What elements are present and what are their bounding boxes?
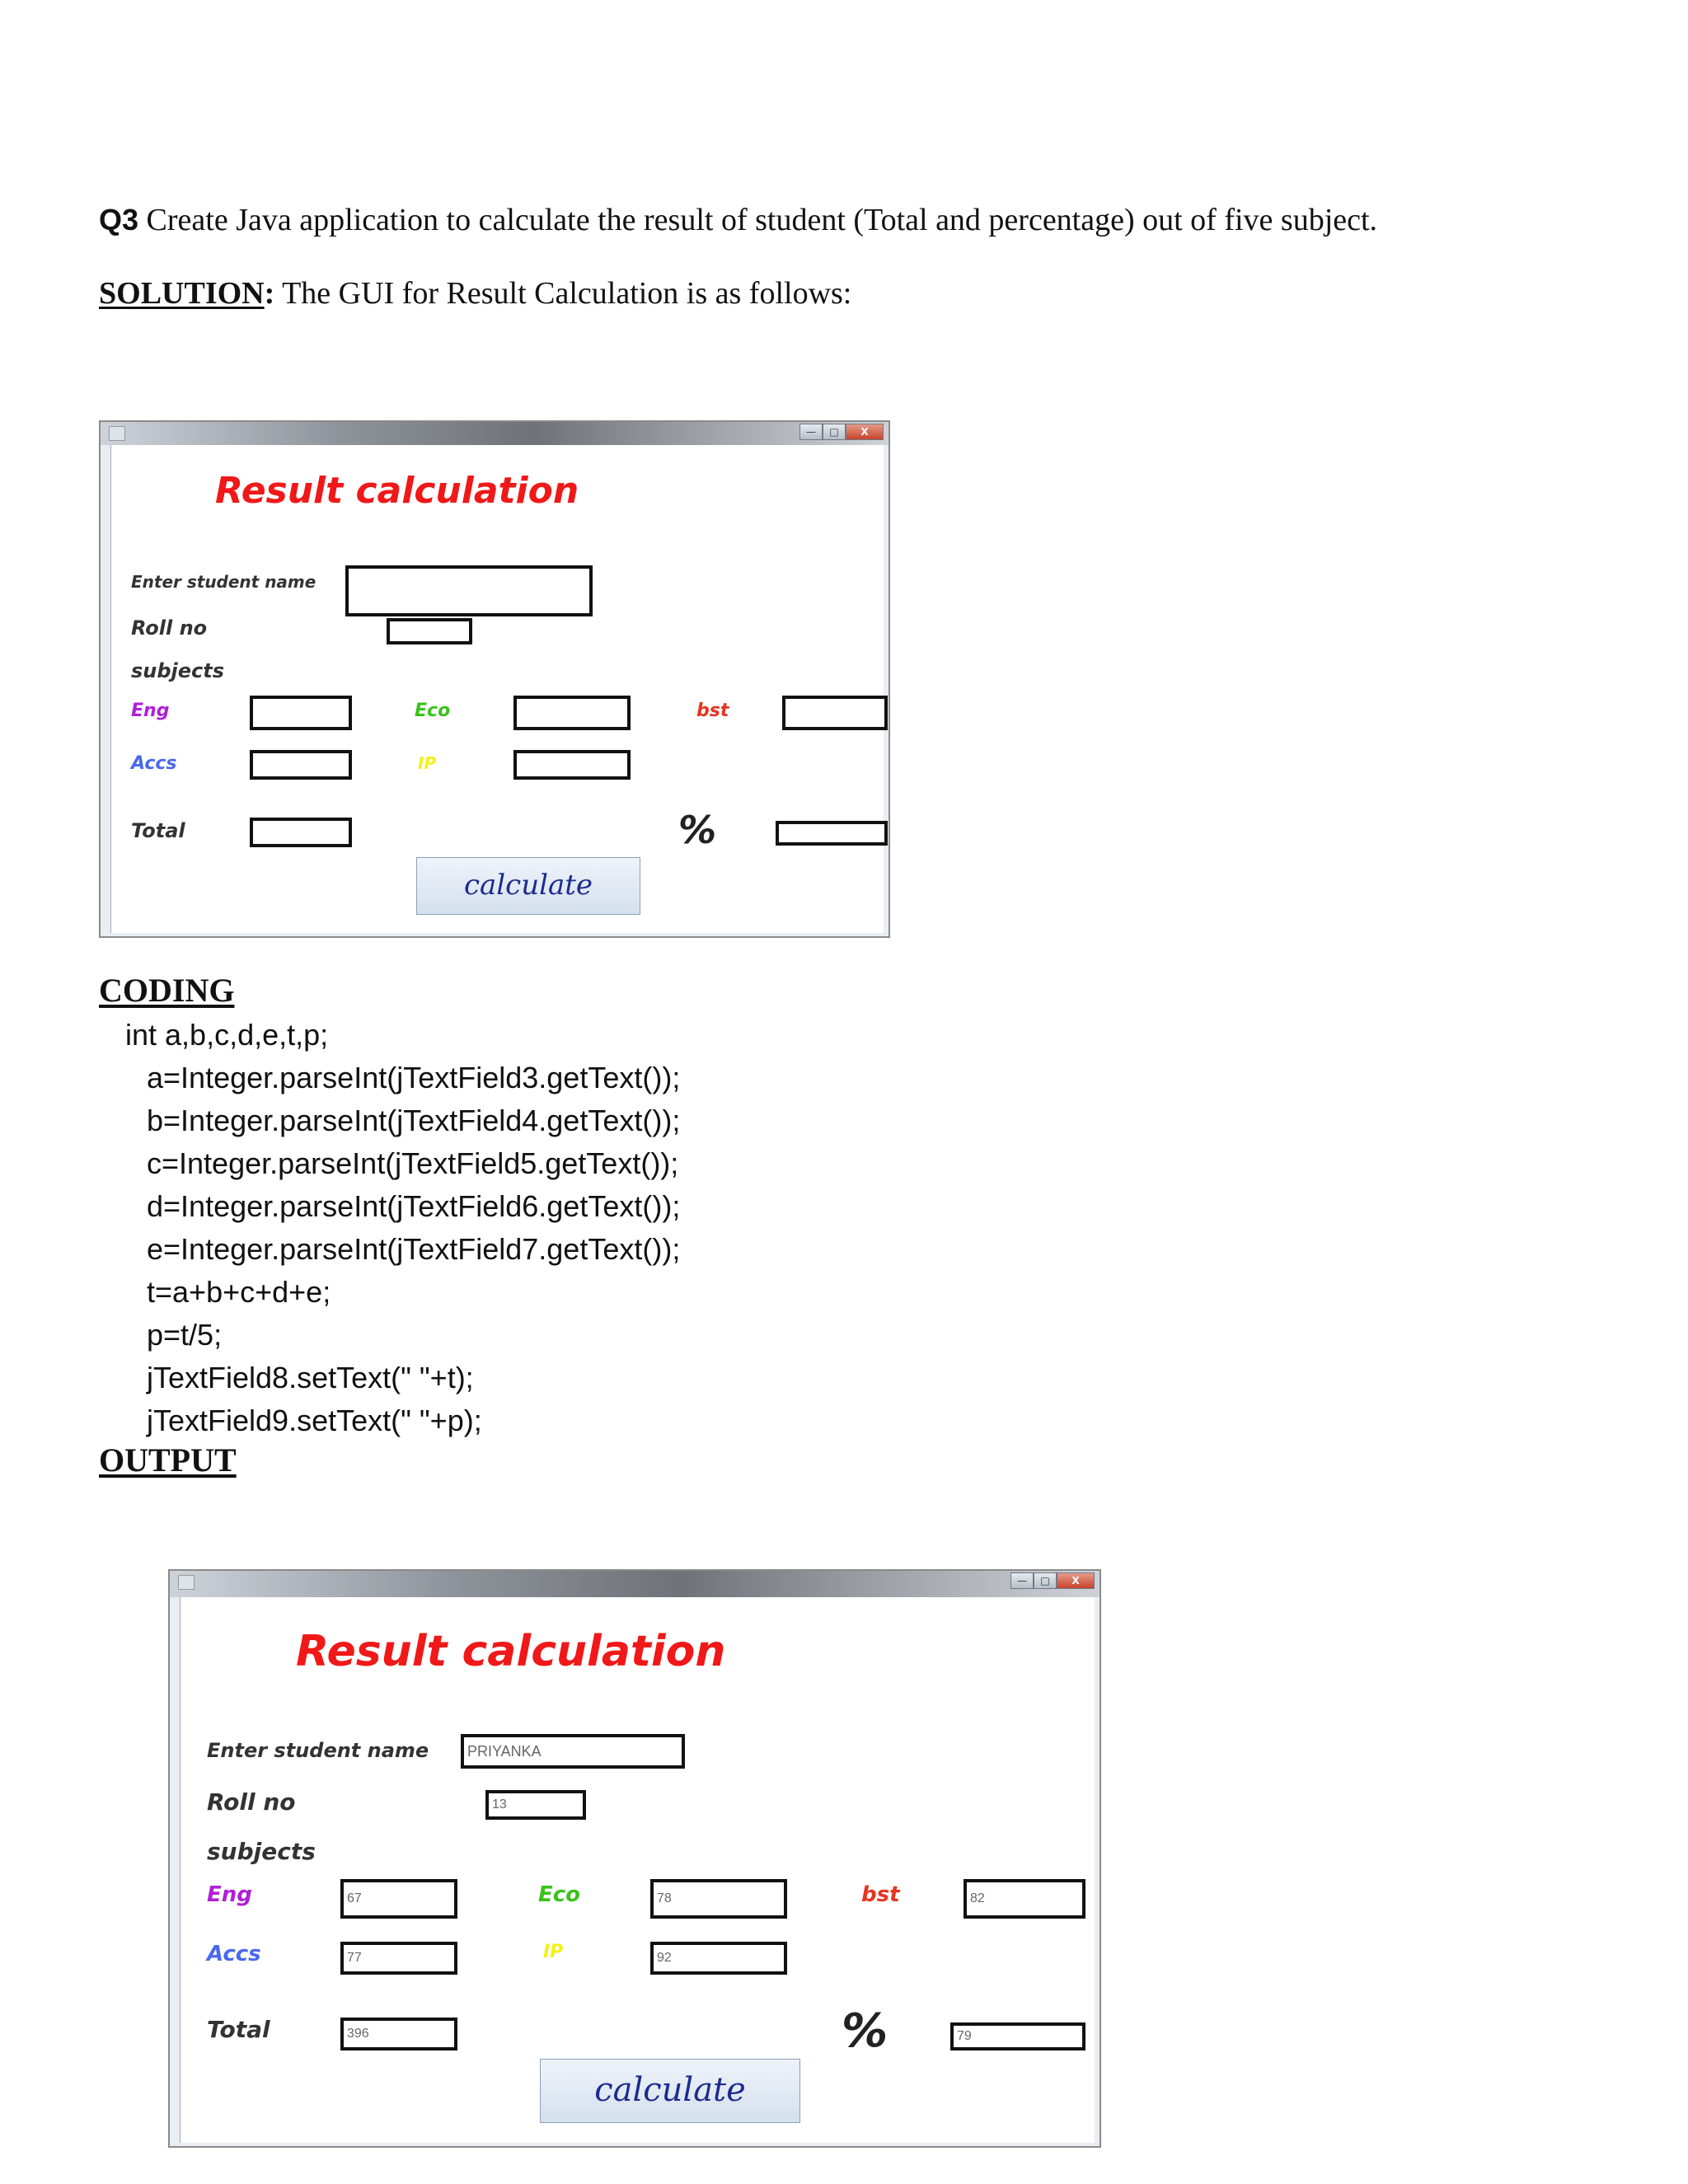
- question-text: Create Java application to calculate the result of student (Total and percentage) out of five subject.: [138, 203, 1378, 237]
- ip-field[interactable]: [513, 750, 631, 780]
- eco-field[interactable]: [513, 696, 631, 730]
- form-heading: Result calculation: [215, 470, 579, 512]
- question-line: [99, 202, 1377, 238]
- coding-title: CODING: [99, 972, 235, 1009]
- label-percent: %: [842, 2004, 889, 2058]
- close-button[interactable]: X: [846, 424, 884, 440]
- label-total: Total: [131, 819, 185, 842]
- code-line: d=Integer.parseInt(jTextField6.getText());: [147, 1189, 681, 1223]
- code-line: a=Integer.parseInt(jTextField3.getText());: [147, 1061, 681, 1094]
- solution-label: SOLUTION: [99, 276, 265, 311]
- form-heading: Result calculation: [296, 1627, 726, 1676]
- label-accs: Accs: [207, 1942, 261, 1966]
- minimize-button[interactable]: —: [799, 424, 823, 440]
- label-roll-no: Roll no: [131, 616, 208, 640]
- bst-field[interactable]: 82: [964, 1879, 1085, 1919]
- bst-field[interactable]: [782, 696, 888, 730]
- eng-field[interactable]: 67: [340, 1879, 457, 1919]
- label-eco: Eco: [538, 1882, 581, 1907]
- code-line: jTextField9.setText(" "+p);: [147, 1404, 482, 1437]
- student-name-field[interactable]: [345, 565, 593, 616]
- minimize-button[interactable]: —: [1010, 1572, 1034, 1589]
- label-subjects: subjects: [207, 1838, 316, 1865]
- code-line: jTextField8.setText(" "+t);: [147, 1361, 474, 1394]
- eco-field[interactable]: 78: [650, 1879, 787, 1919]
- calculate-button[interactable]: calculate: [540, 2059, 800, 2123]
- label-eng: Eng: [131, 701, 170, 721]
- code-line: b=Integer.parseInt(jTextField4.getText());: [147, 1104, 681, 1137]
- output-window: [168, 1569, 1101, 2148]
- total-field[interactable]: 396: [340, 2018, 457, 2050]
- window-controls: [1010, 1572, 1095, 1589]
- design-window-titlebar: [101, 422, 889, 445]
- window-controls: [799, 424, 884, 440]
- label-eco: Eco: [415, 701, 451, 721]
- code-line: int a,b,c,d,e,t,p;: [125, 1018, 329, 1052]
- label-accs: Accs: [131, 753, 177, 774]
- solution-text: The GUI for Result Calculation is as follows:: [274, 276, 852, 311]
- label-bst: bst: [861, 1882, 900, 1907]
- percent-field[interactable]: [776, 821, 888, 846]
- label-total: Total: [207, 2016, 270, 2043]
- code-line: e=Integer.parseInt(jTextField7.getText());: [147, 1232, 681, 1266]
- label-ip: IP: [543, 1942, 564, 1962]
- accs-field[interactable]: 77: [340, 1942, 457, 1975]
- total-field[interactable]: [250, 818, 352, 847]
- java-app-icon: [178, 1575, 195, 1590]
- ip-field[interactable]: 92: [650, 1942, 787, 1975]
- label-student-name: Enter student name: [207, 1739, 429, 1762]
- label-ip: IP: [418, 753, 437, 773]
- code-line: t=a+b+c+d+e;: [147, 1275, 331, 1309]
- design-window: [99, 420, 890, 938]
- output-window-body: [180, 1597, 1095, 2143]
- calculate-button[interactable]: calculate: [416, 857, 640, 915]
- code-block: [125, 1014, 680, 1442]
- code-line: p=t/5;: [147, 1318, 223, 1352]
- label-roll-no: Roll no: [207, 1788, 296, 1816]
- student-name-field[interactable]: PRIYANKA: [461, 1734, 685, 1769]
- question-number: Q3: [99, 203, 139, 237]
- label-percent: %: [678, 808, 717, 852]
- percent-field[interactable]: 79: [950, 2022, 1085, 2050]
- roll-no-field[interactable]: [387, 618, 472, 644]
- label-bst: bst: [696, 701, 729, 721]
- accs-field[interactable]: [250, 750, 352, 780]
- design-window-body: [110, 445, 884, 933]
- java-app-icon: [109, 426, 125, 441]
- maximize-button[interactable]: □: [823, 424, 846, 440]
- roll-no-field[interactable]: 13: [485, 1790, 586, 1820]
- code-line: c=Integer.parseInt(jTextField5.getText());: [147, 1146, 679, 1180]
- eng-field[interactable]: [250, 696, 352, 730]
- solution-line: [99, 275, 851, 312]
- label-student-name: Enter student name: [131, 572, 316, 592]
- output-title: OUTPUT: [99, 1441, 237, 1479]
- label-eng: Eng: [207, 1882, 252, 1907]
- label-subjects: subjects: [131, 659, 225, 682]
- close-button[interactable]: X: [1057, 1572, 1095, 1589]
- maximize-button[interactable]: □: [1034, 1572, 1057, 1589]
- solution-colon: :: [264, 276, 275, 311]
- output-window-titlebar: [170, 1571, 1100, 1597]
